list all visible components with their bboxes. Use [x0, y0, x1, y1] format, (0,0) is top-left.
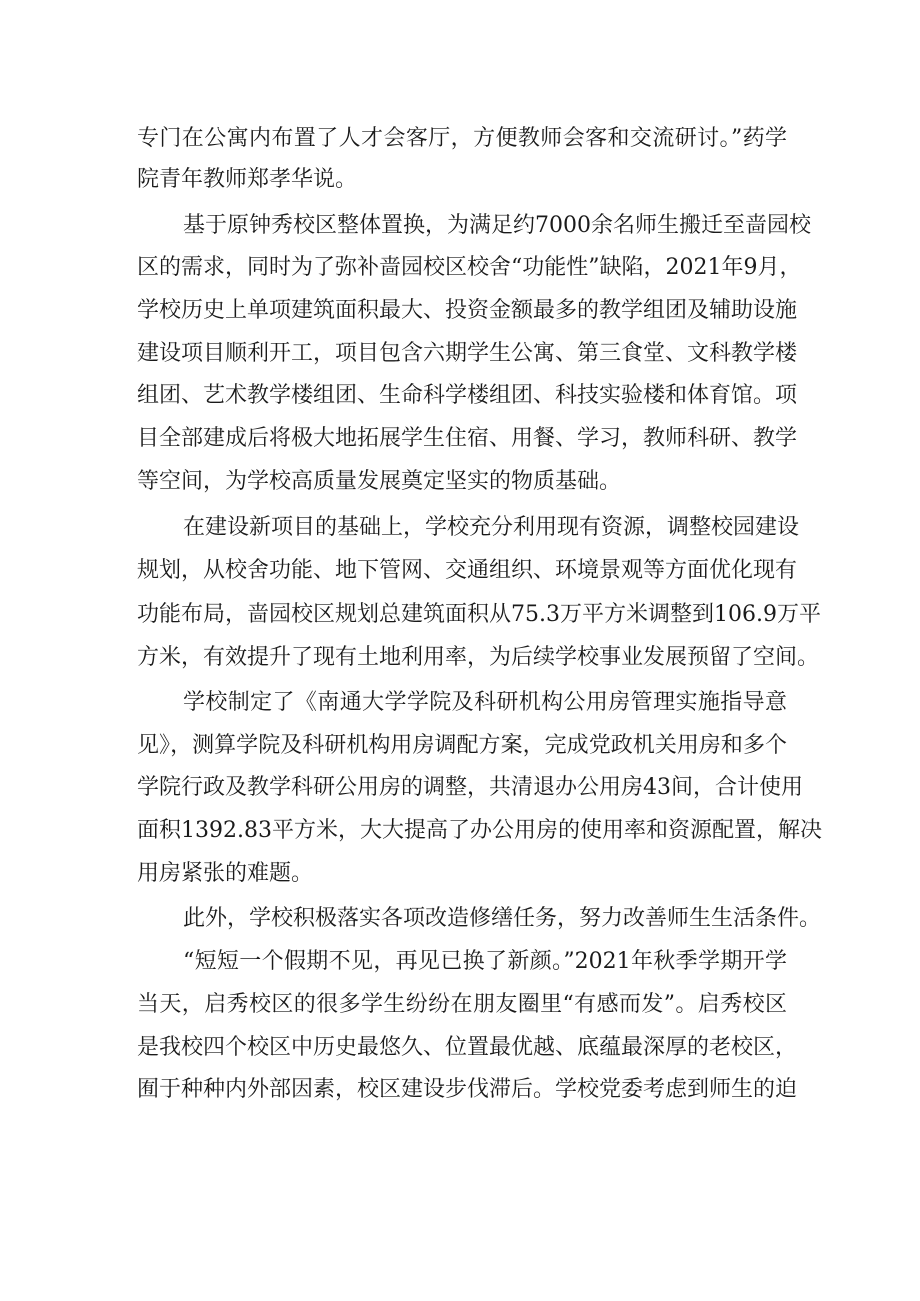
text-line: 规划，从校舍功能、地下管网、交通组织、环境景观等方面优化现有: [137, 558, 798, 583]
text-line: 面积1392.83平方米，大大提高了办公用房的使用率和资源配置，解决: [137, 818, 822, 843]
text-line: 功能布局，啬园校区规划总建筑面积从75.3万平方米调整到106.9万平: [137, 602, 821, 627]
text-line: 方米，有效提升了现有土地利用率，为后续学校事业发展预留了空间。: [137, 645, 820, 670]
text-line: 囿于种种内外部因素，校区建设步伐滞后。学校党委考虑到师生的迫: [137, 1077, 798, 1102]
text-line: 等空间，为学校高质量发展奠定坚实的物质基础。: [137, 469, 622, 494]
text-line: 基于原钟秀校区整体置换，为满足约7000余名师生搬迁至啬园校: [183, 213, 811, 238]
text-line: 学校制定了《南通大学学院及科研机构公用房管理实施指导意: [183, 690, 787, 715]
text-line: “短短一个假期不见，再见已换了新颜。”2021年秋季学期开学: [183, 949, 787, 974]
text-line: 见》，测算学院及科研机构用房调配方案，完成党政机关用房和多个: [137, 733, 787, 758]
text-line: 建设项目顺利开工，项目包含六期学生公寓、第三食堂、文科教学楼: [137, 341, 798, 366]
text-line: 学校历史上单项建筑面积最大、投资金额最多的教学组团及辅助设施: [137, 298, 798, 323]
text-line: 在建设新项目的基础上，学校充分利用现有资源，调整校园建设: [183, 515, 800, 540]
text-line: 院青年教师郑孝华说。: [137, 167, 358, 192]
text-line: 用房紧张的难题。: [137, 861, 314, 886]
text-line: 学院行政及教学科研公用房的调整，共清退办公用房43间，合计使用: [137, 775, 803, 800]
text-line: 此外，学校积极落实各项改造修缮任务，努力改善师生生活条件。: [183, 906, 822, 931]
text-line: 当天，启秀校区的很多学生纷纷在朋友圈里“有感而发”。启秀校区: [137, 992, 787, 1017]
text-line: 是我校四个校区中历史最悠久、位置最优越、底蕴最深厚的老校区，: [137, 1035, 798, 1060]
text-line: 区的需求，同时为了弥补啬园校区校舍“功能性”缺陷，2021年9月，: [137, 255, 802, 280]
text-line: 目全部建成后将极大地拓展学生住宿、用餐、学习，教师科研、教学: [137, 426, 798, 451]
text-line: 组团、艺术教学楼组团、生命科学楼组团、科技实验楼和体育馆。项: [137, 383, 798, 408]
text-line: 专门在公寓内布置了人才会客厅，方便教师会客和交流研讨。”药学: [137, 126, 787, 151]
